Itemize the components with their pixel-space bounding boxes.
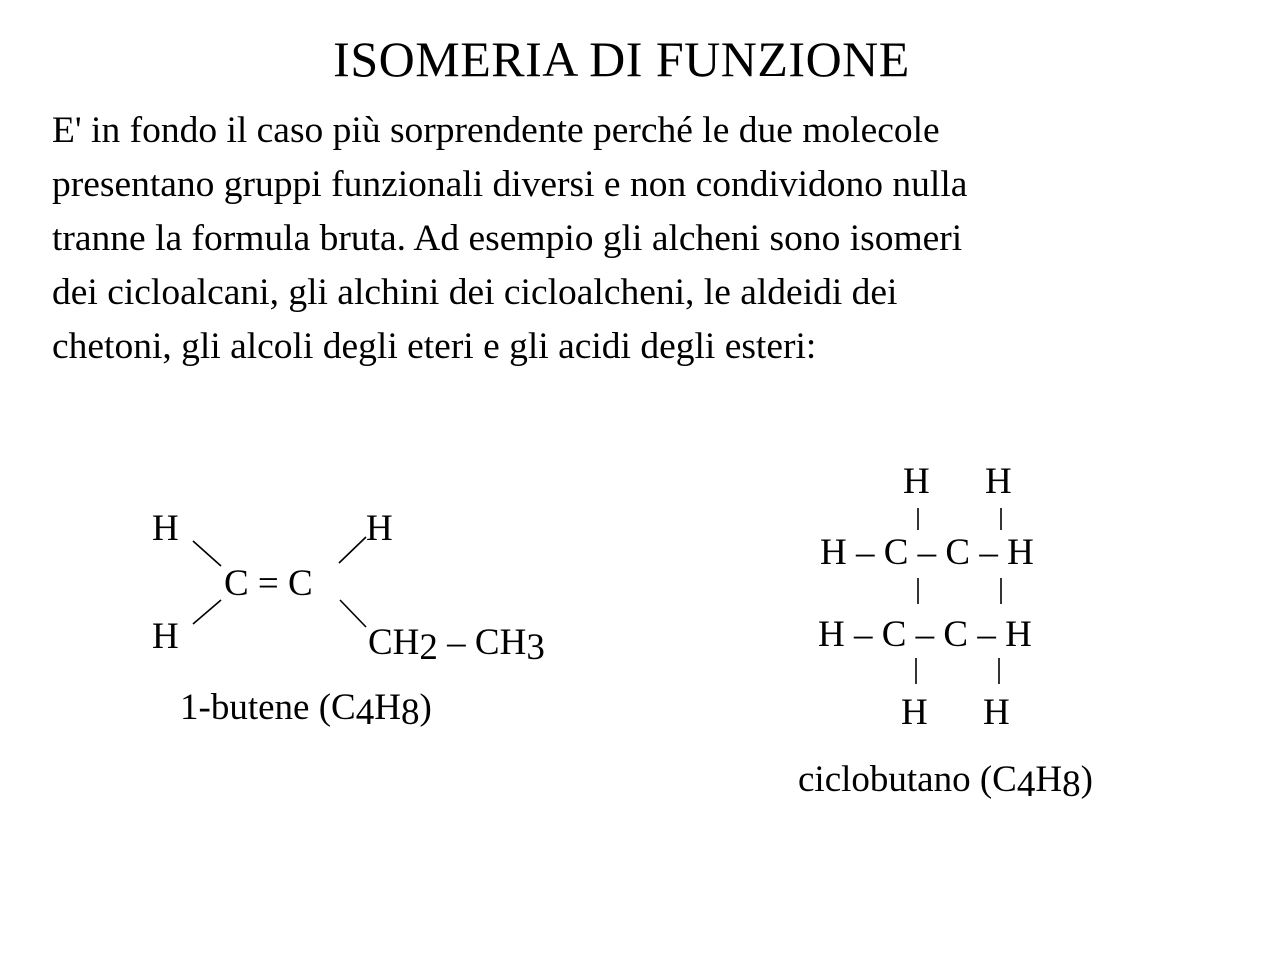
- paragraph-line: E' in fondo il caso più sorprendente perché le due molecole: [52, 110, 940, 151]
- ciclo-row-top: H – C – C – H: [820, 532, 1034, 573]
- butene-h-symbol: H: [374, 687, 401, 728]
- ciclobutano-name: ciclobutano (C: [798, 759, 1017, 800]
- ciclo-h-bottom-1: H: [901, 692, 928, 733]
- ciclo-close-paren: ): [1080, 759, 1093, 800]
- butene-h-top-right: H: [366, 508, 393, 549]
- butene-ethyl-group: [368, 622, 545, 668]
- butene-close-paren: ): [419, 687, 432, 728]
- bond-c-ch2: [340, 600, 366, 627]
- ch3-group: CH: [474, 622, 527, 663]
- bond-h-c-upper-left: [193, 541, 221, 566]
- paragraph-line: presentano gruppi funzionali diversi e non condividono nulla: [52, 164, 968, 205]
- ciclo-h-bottom-2: H: [983, 692, 1010, 733]
- butene-c-subscript: 4: [355, 692, 375, 733]
- paragraph-line: chetoni, gli alcoli degli eteri e gli acidi degli esteri:: [52, 326, 817, 367]
- bond-c-h-upper-right: [339, 537, 366, 563]
- ciclobutano-label: [798, 759, 1093, 805]
- ciclo-h-top-2: H: [985, 461, 1012, 502]
- page-title: ISOMERIA DI FUNZIONE: [333, 31, 910, 87]
- paragraph-line: tranne la formula bruta. Ad esempio gli alcheni sono isomeri: [52, 218, 963, 259]
- butene-h-bottom-left: H: [152, 616, 179, 657]
- butene-name: 1-butene (C: [180, 687, 356, 728]
- bond-h-c-lower-left: [193, 600, 221, 624]
- ciclo-h-subscript: 8: [1062, 764, 1081, 805]
- butene-label: [180, 687, 432, 733]
- ch2-subscript: 2: [419, 627, 438, 668]
- butene-h-top-left: H: [152, 508, 179, 549]
- ciclo-h-symbol: H: [1035, 759, 1063, 800]
- ch3-subscript: 3: [526, 627, 545, 668]
- paragraph-line: dei cicloalcani, gli alchini dei cicloalcheni, le aldeidi dei: [52, 272, 898, 313]
- ciclo-h-top-1: H: [903, 461, 930, 502]
- single-bond: –: [447, 622, 466, 663]
- ch2-group: CH: [368, 622, 420, 663]
- butene-h-subscript: 8: [400, 692, 420, 733]
- ciclo-c-subscript: 4: [1016, 764, 1036, 805]
- ciclo-row-bottom: H – C – C – H: [818, 614, 1032, 655]
- butene-double-bond: C = C: [224, 563, 313, 604]
